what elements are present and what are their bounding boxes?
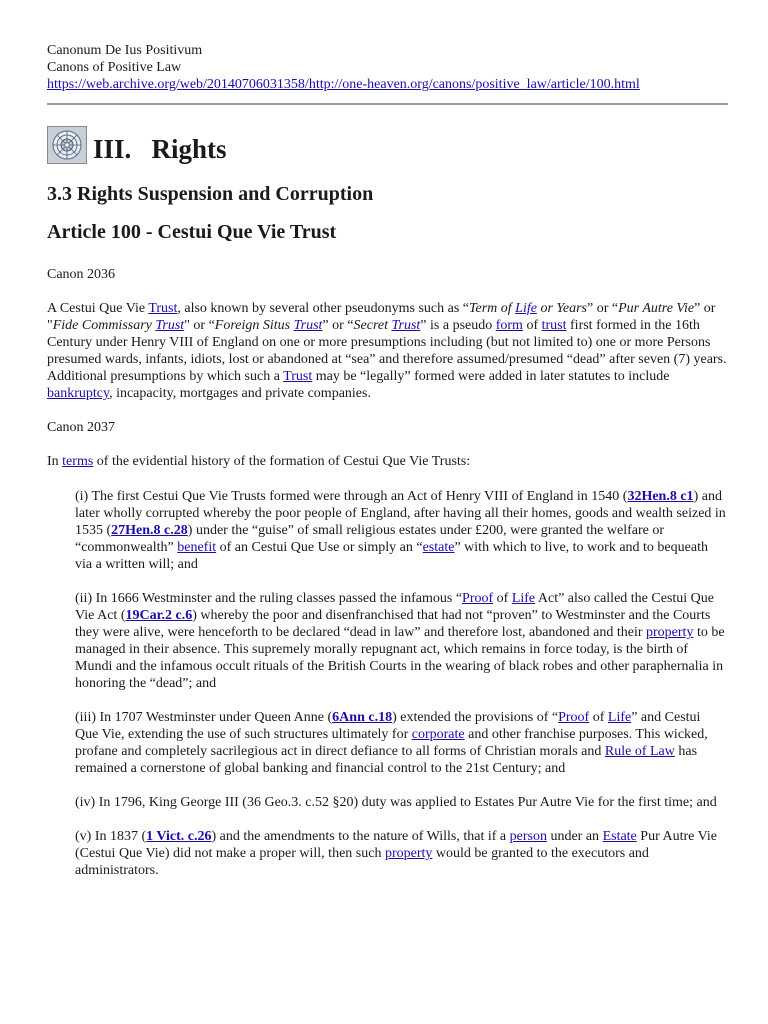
property-link[interactable]: property bbox=[646, 625, 694, 640]
history-item-ii: (ii) In 1666 Westminster and the ruling classes passed the infamous “Proof of Life Act” also called the Cestui Que Vie Act (19Car.2 c.6) whereby the poor and disenfranchised that had not “proven” to Westminster and the Courts they were alive, were henceforth to be declared “dead in law” and therefore lost, abandoned and their property to be managed in their absence. This supremely morally repugnant act, which remains in force today, is the birth of Mundi and the infamous occult rituals of the British Courts in the wearing of black robes and other paraphernalia in honoring the “dead”; and bbox=[75, 591, 725, 691]
history-item-iv: (iv) In 1796, King George III (36 Geo.3. c.52 §20) duty was applied to Estates Pur Autre Vie for the first time; and bbox=[75, 795, 717, 810]
history-item-v: (v) In 1837 (1 Vict. c.26) and the amendments to the nature of Wills, that if a person under an Estate Pur Autre Vie (Cestui Que Vie) did not make a proper will, then such property would be granted to the executors and administrators. bbox=[75, 829, 717, 878]
estate-link[interactable]: Estate bbox=[602, 829, 637, 844]
trust-link[interactable]: trust bbox=[541, 318, 567, 333]
bankruptcy-link[interactable]: bankruptcy bbox=[47, 386, 110, 401]
section-title: III. Rights bbox=[93, 134, 227, 164]
person-link[interactable]: person bbox=[509, 829, 547, 844]
header-english-title: Canons of Positive Law bbox=[47, 60, 182, 75]
terms-link[interactable]: terms bbox=[62, 454, 94, 469]
property-link[interactable]: property bbox=[384, 846, 433, 861]
section-heading-row bbox=[47, 125, 727, 165]
history-item-iii: (iii) In 1707 Westminster under Queen Anne (6Ann c.18) extended the provisions of “Proof of Life” and Cestui Que Vie, extending the use of such structures ultimately for corporate and other franchise purposes. This wicked, profane and completely sacrilegious act in direct defiance to all forms of Christian morals and Rule of Law has remained a cornerstone of global banking and financial control to the 21st Century; and bbox=[75, 710, 708, 776]
benefit-link[interactable]: benefit bbox=[177, 540, 217, 555]
canon-2036-text: A Cestui Que Vie Trust, also known by several other pseudonyms such as “Term of Life or Years” or “Pur Autre Vie” or "Fide Commissary Trust" or “Foreign Situs Trust” or “Secret Trust” is a pseudo form of trust first formed in the 16th Century under Henry VIII of England on one or more presumptions including (but not limited to) one or more Persons presumed wards, infants, idiots, lost or abandoned at “sea” and therefore assumed/presumed “dead” after seven (7) years. Additional presumptions by which such a Trust may be “legally” formed were added in later statutes to include bankruptcy, incapacity, mortgages and private companies. bbox=[47, 301, 727, 401]
corporate-link[interactable]: corporate bbox=[411, 727, 465, 742]
trust-link[interactable]: Trust bbox=[283, 369, 313, 384]
header-latin-title: Canonum De Ius Positivum bbox=[47, 43, 203, 58]
life-link[interactable]: Life bbox=[515, 301, 537, 316]
subsection-title: 3.3 Rights Suspension and Corruption bbox=[47, 183, 374, 205]
form-link[interactable]: form bbox=[495, 318, 523, 333]
mandala-seal-icon bbox=[47, 126, 87, 164]
trust-link[interactable]: Trust bbox=[155, 318, 185, 333]
canon-2037-intro: In terms of the evidential history of the formation of Cestui Que Vie Trusts: bbox=[47, 454, 471, 469]
rule-of-law-link[interactable]: Rule of Law bbox=[604, 744, 675, 759]
header-divider bbox=[47, 103, 728, 105]
proof-link[interactable]: Proof bbox=[558, 710, 590, 725]
statute-link[interactable]: 1 Vict. c.26 bbox=[146, 829, 212, 844]
article-title: Article 100 - Cestui Que Vie Trust bbox=[47, 221, 337, 243]
canon-2036-label: Canon 2036 bbox=[47, 267, 116, 282]
history-item-i: (i) The first Cestui Que Vie Trusts formed were through an Act of Henry VIII of England in 1540 (32Hen.8 c1) and later wholly corrupted whereby the poor people of England, after having all their homes, goods and wealth seized in 1535 (27Hen.8 c.28) under the “guise” of small religious estates under £200, were granted the welfare or “commonwealth” benefit of an Cestui Que Use or simply an “estate” with which to live, to work and to bequeath via a written will; and bbox=[75, 489, 726, 572]
canon-2037-label: Canon 2037 bbox=[47, 420, 116, 435]
statute-link[interactable]: 6Ann c.18 bbox=[332, 710, 393, 725]
life-link[interactable]: Life bbox=[607, 710, 632, 725]
statute-link[interactable]: 27Hen.8 c.28 bbox=[111, 523, 188, 538]
estate-link[interactable]: estate bbox=[422, 540, 455, 555]
statute-link[interactable]: 19Car.2 c.6 bbox=[125, 608, 193, 623]
statute-link[interactable]: 32Hen.8 c1 bbox=[627, 489, 694, 504]
document-page bbox=[47, 42, 727, 879]
archive-url-link[interactable]: https://web.archive.org/web/20140706031358/http://one-heaven.org/canons/positive_law/article/100.html bbox=[47, 77, 640, 92]
life-link[interactable]: Life bbox=[511, 591, 536, 606]
trust-link[interactable]: Trust bbox=[148, 301, 178, 316]
trust-link[interactable]: Trust bbox=[391, 318, 421, 333]
trust-link[interactable]: Trust bbox=[293, 318, 323, 333]
proof-link[interactable]: Proof bbox=[462, 591, 494, 606]
